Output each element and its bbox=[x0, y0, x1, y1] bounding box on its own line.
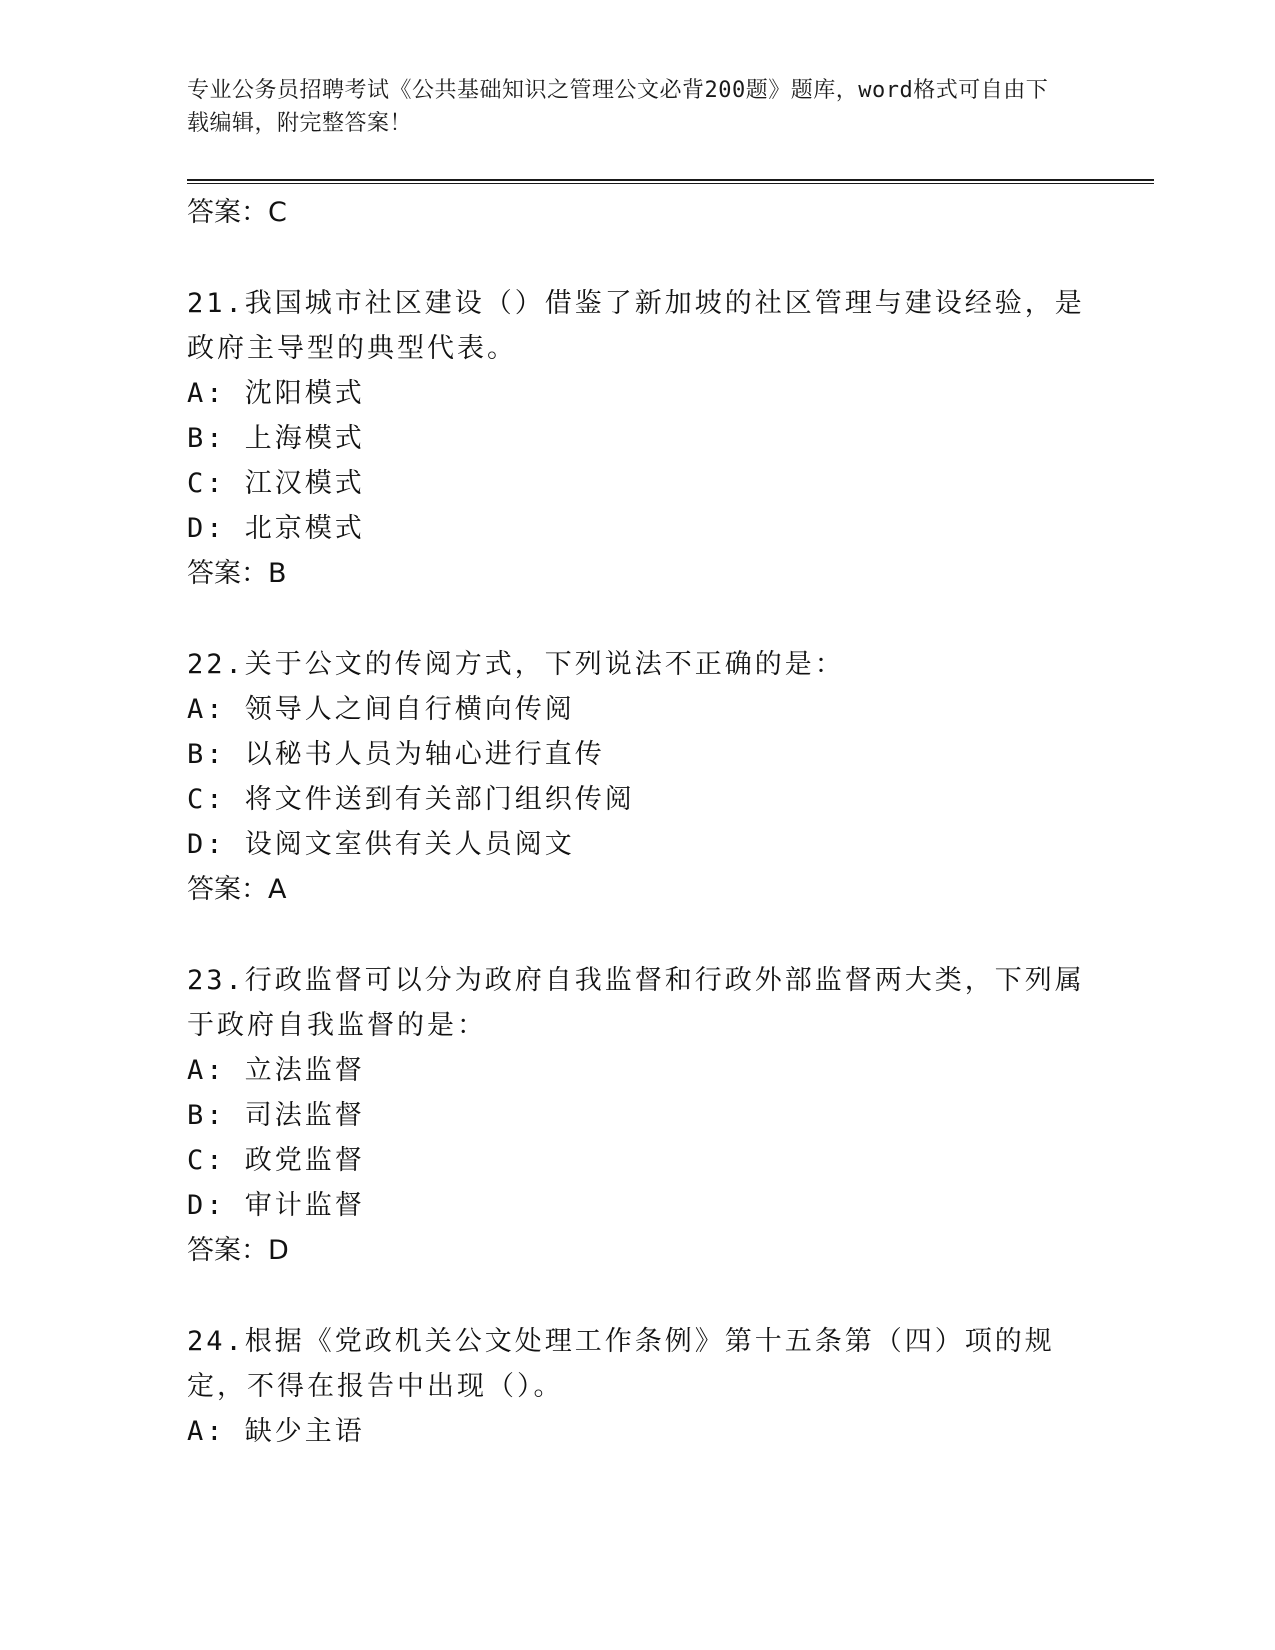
answer-value: D bbox=[268, 1235, 289, 1266]
question-block bbox=[187, 1319, 1087, 1454]
option-c: C: 江汉模式 bbox=[187, 468, 365, 499]
option-a: A: 沈阳模式 bbox=[187, 378, 365, 409]
question-block bbox=[187, 958, 1087, 1273]
option-a: A: 立法监督 bbox=[187, 1055, 365, 1086]
question-block bbox=[187, 642, 1087, 912]
option-b: B: 上海模式 bbox=[187, 423, 365, 454]
question-text: 22.关于公文的传阅方式，下列说法不正确的是： bbox=[187, 649, 845, 680]
question-block bbox=[187, 281, 1087, 596]
option-b: B: 司法监督 bbox=[187, 1100, 365, 1131]
question-text: 21.我国城市社区建设（）借鉴了新加坡的社区管理与建设经验，是政府主导型的典型代表。 bbox=[187, 288, 1085, 364]
option-c: C: 将文件送到有关部门组织传阅 bbox=[187, 784, 635, 815]
answer-prefix: 答案： bbox=[187, 874, 268, 905]
header-rule bbox=[187, 179, 1154, 184]
answer-prefix: 答案： bbox=[187, 558, 268, 589]
option-d: D: 设阅文室供有关人员阅文 bbox=[187, 829, 575, 860]
option-c: C: 政党监督 bbox=[187, 1145, 365, 1176]
option-d: D: 审计监督 bbox=[187, 1190, 365, 1221]
answer-line bbox=[187, 190, 1087, 235]
answer-value: B bbox=[268, 558, 287, 589]
answer-line bbox=[187, 867, 1087, 912]
answer-prefix: 答案： bbox=[187, 1235, 268, 1266]
answer-line bbox=[187, 1228, 1087, 1273]
option-b: B: 以秘书人员为轴心进行直传 bbox=[187, 739, 605, 770]
answer-line bbox=[187, 551, 1087, 596]
question-list bbox=[187, 190, 1087, 1454]
option-a: A: 缺少主语 bbox=[187, 1416, 365, 1447]
question-text: 24.根据《党政机关公文处理工作条例》第十五条第（四）项的规定，不得在报告中出现（）。 bbox=[187, 1326, 1055, 1402]
page-header: 专业公务员招聘考试《公共基础知识之管理公文必背200题》题库，word格式可自由下载编辑，附完整答案！ bbox=[187, 78, 1049, 136]
answer-prefix: 答案： bbox=[187, 197, 268, 228]
question-text: 23.行政监督可以分为政府自我监督和行政外部监督两大类，下列属于政府自我监督的是： bbox=[187, 965, 1085, 1041]
answer-value: A bbox=[268, 874, 287, 905]
option-d: D: 北京模式 bbox=[187, 513, 365, 544]
answer-value: C bbox=[268, 197, 287, 228]
option-a: A: 领导人之间自行横向传阅 bbox=[187, 694, 575, 725]
